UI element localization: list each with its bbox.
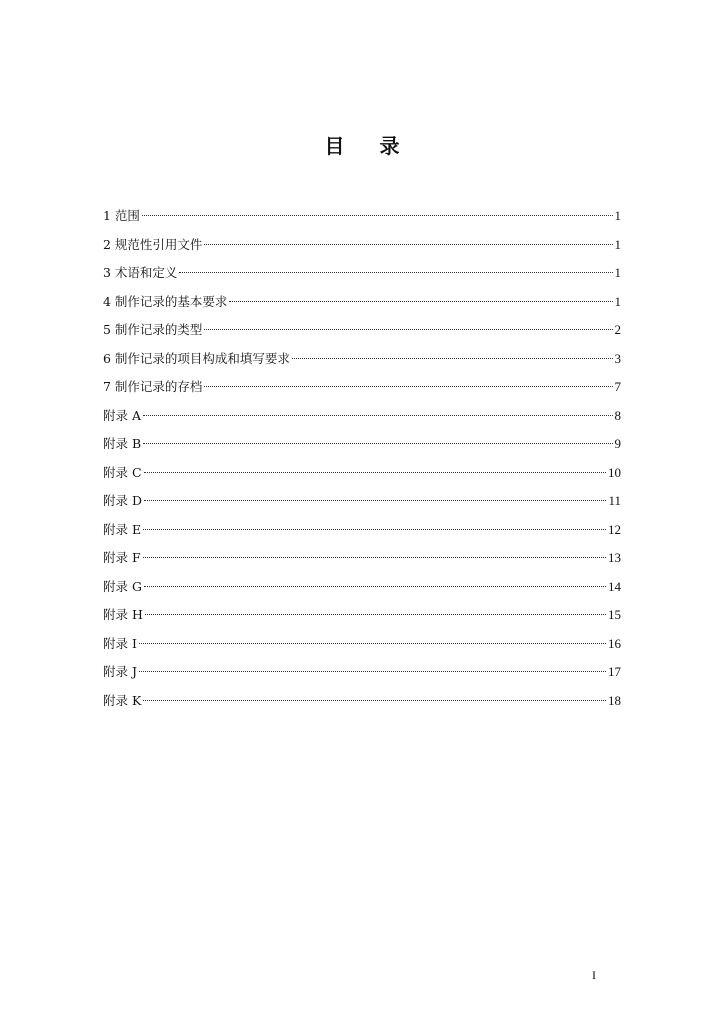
toc-entry-page: 11 [608, 493, 621, 508]
toc-list [103, 202, 621, 715]
toc-entry-page: 1 [614, 208, 621, 223]
toc-leader-dots [143, 529, 606, 530]
toc-entry[interactable] [103, 202, 621, 231]
toc-entry-label: 附录 D [103, 493, 142, 508]
toc-entry-page: 13 [608, 550, 621, 565]
toc-entry-page: 15 [608, 607, 621, 622]
toc-entry[interactable] [103, 687, 621, 716]
toc-entry-label: 5 制作记录的类型 [103, 322, 203, 337]
toc-entry-page: 18 [608, 692, 621, 708]
toc-entry[interactable] [103, 658, 621, 687]
toc-title: 目 录 [324, 134, 414, 158]
toc-entry[interactable] [103, 544, 621, 573]
toc-leader-dots [143, 700, 606, 701]
toc-entry-page: 9 [614, 436, 621, 451]
toc-entry-page: 1 [614, 265, 621, 280]
toc-leader-dots [143, 443, 612, 444]
footer-page-number: I [592, 968, 596, 982]
toc-entry[interactable] [103, 316, 621, 345]
toc-entry[interactable] [103, 402, 621, 431]
toc-entry-page: 8 [614, 407, 621, 423]
toc-entry[interactable] [103, 288, 621, 317]
toc-entry[interactable] [103, 601, 621, 630]
toc-entry-page: 1 [614, 236, 621, 252]
toc-entry[interactable] [103, 487, 621, 516]
toc-entry[interactable] [103, 373, 621, 402]
toc-entry-label: 附录 H [103, 607, 143, 622]
toc-entry[interactable] [103, 459, 621, 488]
toc-entry-page: 12 [608, 521, 621, 537]
toc-leader-dots [145, 614, 606, 615]
toc-leader-dots [139, 671, 606, 672]
toc-leader-dots [143, 415, 612, 416]
toc-entry-label: 附录 E [103, 521, 142, 537]
toc-leader-dots [144, 472, 606, 473]
toc-entry-label: 附录 I [103, 635, 137, 651]
toc-entry-page: 17 [608, 664, 621, 679]
toc-entry[interactable] [103, 259, 621, 288]
toc-entry-label: 附录 A [103, 407, 142, 423]
toc-entry-label: 1 范围 [103, 208, 140, 223]
toc-entry-label: 4 制作记录的基本要求 [103, 293, 228, 309]
toc-leader-dots [144, 586, 606, 587]
toc-entry-label: 附录 J [103, 664, 137, 679]
toc-entry[interactable] [103, 345, 621, 374]
toc-entry-page: 3 [614, 350, 621, 366]
toc-leader-dots [204, 244, 612, 245]
toc-entry[interactable] [103, 231, 621, 260]
toc-leader-dots [292, 358, 613, 359]
toc-leader-dots [139, 643, 606, 644]
toc-entry-page: 10 [608, 464, 621, 480]
toc-entry-page: 16 [608, 635, 621, 651]
toc-entry-page: 1 [614, 293, 621, 309]
toc-entry-label: 6 制作记录的项目构成和填写要求 [103, 350, 290, 366]
toc-entry-label: 附录 B [103, 436, 142, 451]
toc-entry-label: 7 制作记录的存档 [103, 379, 203, 394]
toc-entry-label: 2 规范性引用文件 [103, 236, 203, 252]
toc-entry-label: 附录 G [103, 578, 142, 594]
toc-entry-label: 附录 C [103, 464, 142, 480]
toc-entry-label: 附录 F [103, 550, 141, 565]
toc-leader-dots [144, 500, 606, 501]
toc-leader-dots [204, 386, 612, 387]
toc-leader-dots [142, 215, 613, 216]
toc-entry[interactable] [103, 630, 621, 659]
toc-entry-page: 14 [608, 578, 621, 594]
toc-leader-dots [143, 557, 606, 558]
toc-leader-dots [229, 301, 612, 302]
toc-entry[interactable] [103, 573, 621, 602]
toc-entry-page: 2 [614, 322, 621, 337]
toc-leader-dots [179, 272, 612, 273]
toc-entry-page: 7 [614, 379, 621, 394]
toc-entry[interactable] [103, 430, 621, 459]
toc-leader-dots [204, 329, 612, 330]
toc-entry-label: 3 术语和定义 [103, 265, 178, 280]
toc-entry-label: 附录 K [103, 692, 142, 708]
toc-entry[interactable] [103, 516, 621, 545]
